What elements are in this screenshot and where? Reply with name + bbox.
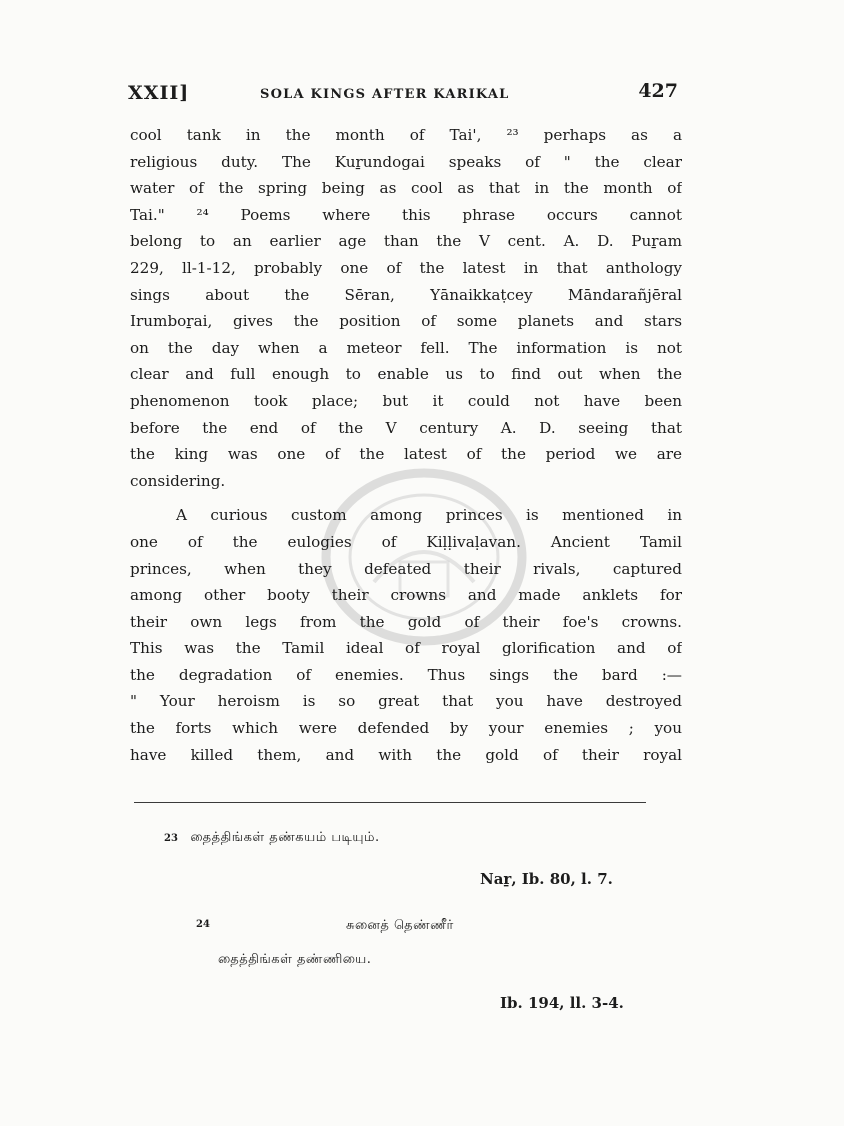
text-line: This was the Tamil ideal of royal glorification and of (130, 639, 682, 658)
footnote-tamil-line: தைத்திங்கள் தண்கயம் படியும். (190, 830, 380, 845)
footnote-tamil-line: தைத்திங்கள் தண்ணியை. (218, 952, 372, 967)
text-line: before the end of the V century A. D. seeing that (130, 418, 682, 437)
footnote-separator (134, 802, 646, 803)
text-line: 229, ll-1-12, probably one of the latest in that anthology (130, 258, 682, 277)
footnote-number: 23 (164, 833, 178, 844)
footnote-tamil-line: சுனைத் தெண்ணீர் (346, 918, 454, 933)
text-line: clear and full enough to enable us to find out when the (130, 365, 682, 384)
page-header (128, 78, 678, 108)
text-line: sings about the Sēran, Yānaikkaṭcey Māndarañjēral (130, 285, 682, 304)
text-line: among other booty their crowns and made anklets for (130, 586, 682, 605)
text-line: the king was one of the latest of the period we are (130, 445, 682, 464)
text-line: on the day when a meteor fell. The information is not (130, 338, 682, 357)
text-line: water of the spring being as cool as that in the month of (130, 179, 682, 198)
paragraph-1 (130, 122, 682, 494)
text-line: belong to an earlier age than the V cent. A. D. Puṟam (130, 232, 682, 251)
footnote-23 (164, 830, 380, 846)
footnote-24-line-1 (346, 918, 454, 934)
running-title: SOLA KINGS AFTER KARIKAL (260, 87, 510, 102)
text-line: phenomenon took place; but it could not have been (130, 391, 682, 410)
paragraph-2 (130, 502, 682, 768)
text-line: princes, when they defeated their rivals, captured (130, 559, 682, 578)
text-line: have killed them, and with the gold of their royal (130, 745, 682, 764)
footnote-23-citation: Naṟ, Ib. 80, l. 7. (480, 870, 613, 888)
chapter-number: XXII] (128, 82, 190, 104)
text-line: religious duty. The Kuṟundogai speaks of " the clear (130, 152, 682, 171)
footnote-24-line-2 (218, 952, 371, 968)
text-line: the degradation of enemies. Thus sings the bard :— (130, 665, 682, 684)
footnote-24-citation: Ib. 194, ll. 3-4. (500, 994, 624, 1012)
text-line: one of the eulogies of Kiḷḷivaḷavan. Ancient Tamil (130, 532, 682, 551)
page-number: 427 (638, 80, 678, 102)
text-line: cool tank in the month of Tai', ²³ perhaps as a (130, 126, 682, 144)
text-line: the forts which were defended by your enemies ; you (130, 719, 682, 738)
footnote-number: 24 (196, 919, 210, 930)
text-line: " Your heroism is so great that you have destroyed (130, 692, 682, 711)
text-line: their own legs from the gold of their foe's crowns. (130, 612, 682, 631)
text-line: Tai." ²⁴ Poems where this phrase occurs cannot (130, 205, 682, 224)
text-line: Irumboṟai, gives the position of some planets and stars (130, 312, 682, 331)
main-text (130, 122, 682, 768)
text-line: A curious custom among princes is mentioned in (176, 506, 682, 525)
text-line: considering. (130, 471, 226, 490)
footnote-24 (196, 916, 210, 931)
